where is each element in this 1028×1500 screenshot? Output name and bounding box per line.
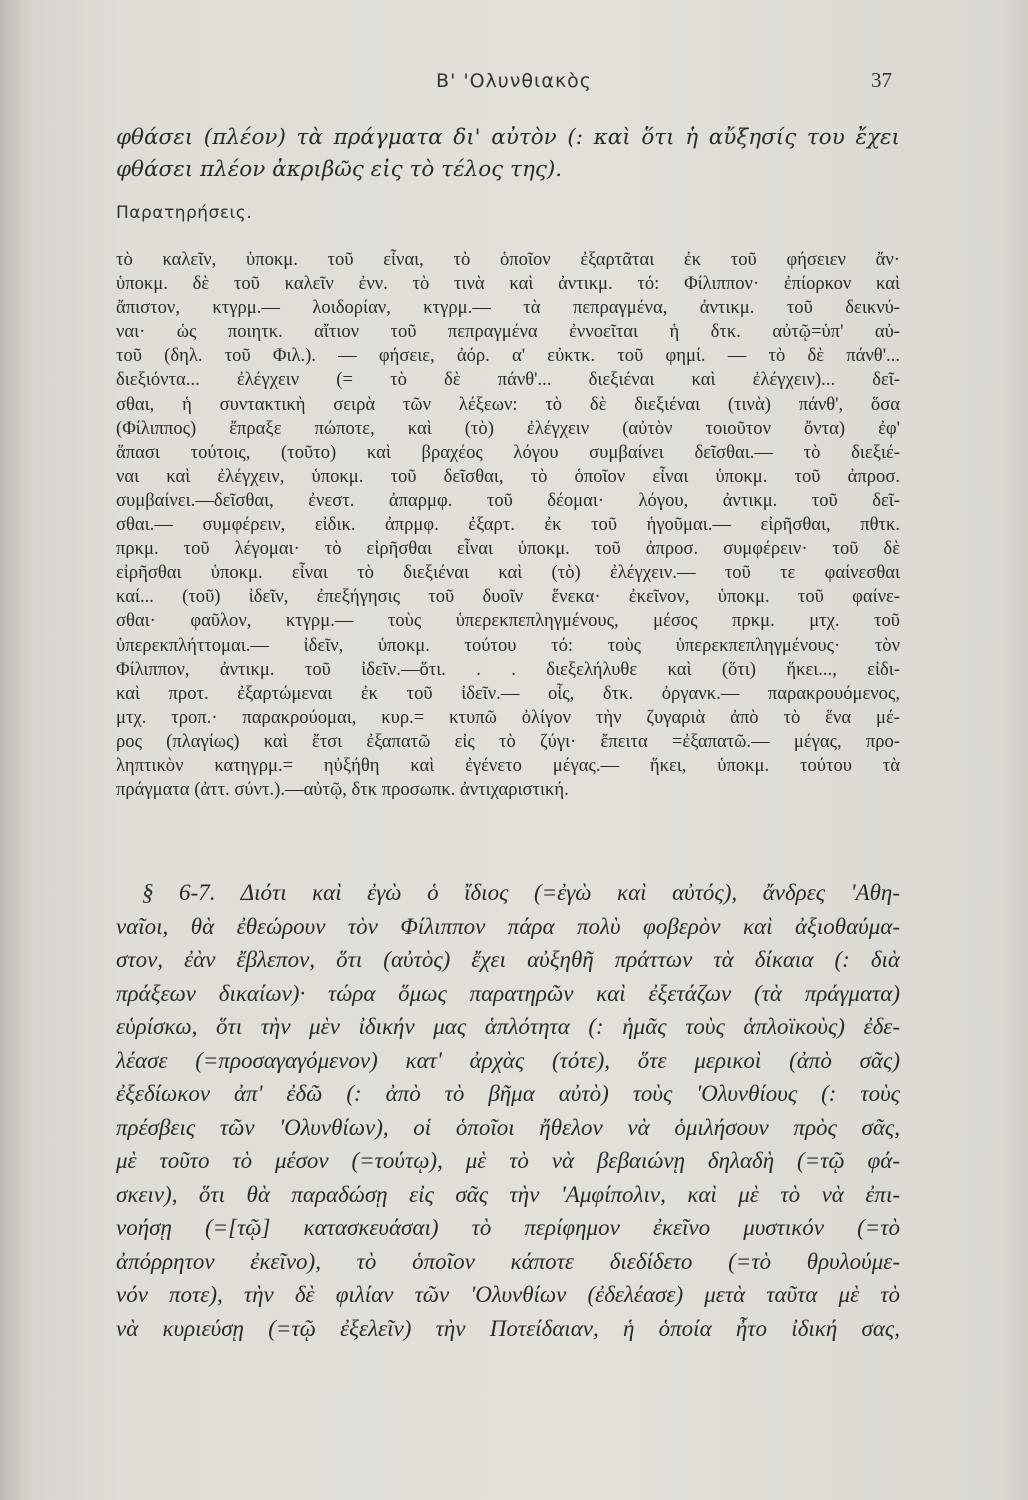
text-line: ρος (πλαγίως) καὶ ἔτσι ἐξαπατῶ εἰς τὸ ζύγι· ἔπειτα =ἐξαπατῶ.— μέγας, προ- (116, 730, 900, 752)
text-line: ὑποκμ. δὲ τοῦ καλεῖν ἐνν. τὸ τινὰ καὶ ἀντικμ. τό: Φίλιππον· ἐπίορκον καὶ (116, 273, 900, 295)
intro-paragraph (116, 122, 900, 186)
text-line: Φίλιππον, ἀντικμ. τοῦ ἰδεῖν.—ὅτι. . . διεξελήλυθε καὶ (ὅτι) ἥκει..., εἰδι- (116, 658, 900, 680)
text-line: πρέσβεις τῶν 'Ολυνθίων), οἱ ὁποῖοι ἤθελον νὰ ὁμιλήσουν πρὸς σᾶς, (116, 1114, 900, 1140)
text-line: ναι καὶ ἐλέγχειν, ὑποκμ. τοῦ δεῖσθαι, τὸ ὁποῖον εἶναι ὑποκμ. τοῦ ἀπροσ. (116, 465, 900, 487)
text-line: εὑρίσκω, ὅτι τὴν μὲν ἰδικήν μας ἁπλότητα (: ἡμᾶς τοὺς ἁπλοϊκοὺς) ἐδε- (116, 1014, 900, 1039)
text-line: νόν ποτε), τὴν δὲ φιλίαν τῶν 'Ολυνθίων (ἐδελέασε) μετὰ ταῦτα μὲ τὸ (116, 1282, 900, 1307)
text-line: § 6-7. Διότι καὶ ἐγὼ ὁ ἴδιος (=ἐγὼ καὶ αὐτός), ἄνδρες 'Αθη- (142, 880, 900, 905)
text-line: καὶ προτ. ἐξαρτώμεναι ἐκ τοῦ ἰδεῖν.— οἷς, δτκ. ὀργανκ.— παρακρουόμενος, (116, 682, 900, 704)
text-line: πράξεων δικαίων)· τώρα ὅμως παρατηρῶν καὶ ἐξετάζων (τὰ πράγματα) (116, 980, 900, 1006)
text-line: ἐξεδίωκον ἀπ' ἐδῶ (: ἀπὸ τὸ βῆμα αὐτὸ) τοὺς 'Ολυνθίους (: τοὺς (116, 1081, 900, 1106)
text-line: ἄπιστον, κτγρμ.— λοιδορίαν, κτγρμ.— τὰ πεπραγμένα, ἀντικμ. τοῦ δεικνύ- (116, 297, 900, 319)
text-line: πράγματα (ἀττ. σύντ.).—αὐτῷ, δτκ προσωπκ. ἀντιχαριστική. (116, 779, 569, 801)
text-line: μὲ τοῦτο τὸ μέσον (=τούτῳ), μὲ τὸ νὰ βεβαιώνῃ δηλαδὴ (=τῷ φά- (116, 1148, 900, 1173)
text-line: τοῦ (δηλ. τοῦ Φιλ.). — φήσειε, ἀόρ. α' εὐκτκ. τοῦ φημί. — τὸ δὲ πάνθ'... (116, 345, 900, 367)
section-6-7-paragraph (116, 876, 900, 1345)
text-line: σθαι, ἡ συντακτικὴ σειρὰ τῶν λέξεων: τὸ δὲ διεξιέναι (τινὰ) πάνθ', ὅσα (116, 393, 900, 415)
text-line: νοήσῃ (=[τῷ] κατασκευάσαι) τὸ περίφημον ἐκεῖνο μυστικόν (=τὸ (116, 1215, 900, 1240)
text-line: ἅπασι τούτοις, (τοῦτο) καὶ βραχέος λόγου συμβαίνει δεῖσθαι.— τὸ διεξιέ- (116, 441, 900, 463)
page-header (0, 68, 1028, 98)
notes-heading: Παρατηρήσεις. (116, 203, 253, 223)
text-line: λέασε (=προσαγαγόμενον) κατ' ἀρχὰς (τότε), ὅτε μερικοὶ (ἀπὸ σᾶς) (116, 1047, 900, 1073)
text-line: φθάσει πλέον ἀκριβῶς εἰς τὸ τέλος της). (116, 157, 563, 182)
text-line: εἰρῆσθαι ὑποκμ. εἶναι τὸ διεξιέναι καὶ (τὸ) ἐλέγχειν.— τοῦ τε φαίνεσθαι (116, 562, 900, 584)
notes-paragraph (116, 248, 900, 802)
text-line: ναι· ὡς ποιητκ. αἴτιον τοῦ πεπραγμένα ἐννοεῖται ἡ δτκ. αὐτῷ=ὑπ' αὐ- (116, 321, 900, 343)
text-line: ὑπερεκπλήττομαι.— ἰδεῖν, ὑποκμ. τούτου τό: τοὺς ὑπερεκπεπληγμένους· τὸν (116, 634, 900, 656)
page-number: 37 (871, 68, 892, 92)
text-line: (Φίλιππος) ἔπραξε πώποτε, καὶ (τὸ) ἐλέγχειν (αὐτὸν τοιοῦτον ὄντα) ἐφ' (116, 417, 900, 439)
text-line: καί... (τοῦ) ἰδεῖν, ἐπεξήγησις τοῦ δυοῖν ἕνεκα· ἐκεῖνον, ὑποκμ. τοῦ φαίνε- (116, 586, 900, 608)
text-line: τὸ καλεῖν, ὑποκμ. τοῦ εἶναι, τὸ ὁποῖον ἐξαρτᾶται ἐκ τοῦ φήσειεν ἄν· (116, 249, 900, 270)
running-head: B' 'Ολυνθιακὸς (436, 70, 592, 92)
text-line: σκειν), ὅτι θὰ παραδώσῃ εἰς σᾶς τὴν 'Αμφίπολιν, καὶ μὲ τὸ νὰ ἐπι- (116, 1181, 900, 1207)
text-line: στον, ἐὰν ἔβλεπον, ὅτι (αὐτὸς) ἔχει αὐξηθῆ πράττων τὰ δίκαια (: διὰ (116, 947, 900, 972)
text-line: φθάσει (πλέον) τὰ πράγματα δι' αὐτὸν (: καὶ ὅτι ἡ αὔξησίς του ἔχει (116, 125, 900, 150)
text-line: ἀπόρρητον ἐκεῖνο), τὸ ὁποῖον κάποτε διεδίδετο (=τὸ θρυλούμε- (116, 1248, 900, 1274)
text-line: ναῖοι, θὰ ἐθεώρουν τὸν Φίλιππον πάρα πολὺ φοβερὸν καὶ ἀξιοθαύμα- (116, 913, 900, 939)
text-line: συμβαίνει.—δεῖσθαι, ἐνεστ. ἀπαρμφ. τοῦ δέομαι· λόγου, ἀντικμ. τοῦ δεῖ- (116, 489, 900, 511)
text-line: διεξιόντα... ἐλέγχειν (= τὸ δὲ πάνθ'... διεξιέναι καὶ ἐλέγχειν)... δεῖ- (116, 369, 900, 391)
text-line: σθαι.— συμφέρειν, εἰδικ. ἀπρμφ. ἐξαρτ. ἐκ τοῦ ἡγοῦμαι.— εἰρῆσθαι, πθτκ. (116, 514, 900, 536)
text-line: νὰ κυριεύσῃ (=τῷ ἐξελεῖν) τὴν Ποτείδαιαν, ἡ ὁποία ἦτο ἰδική σας, (116, 1315, 900, 1341)
text-line: σθαι· φαῦλον, κτγρμ.— τοὺς ὑπερεκπεπληγμένους, μέσος πρκμ. μτχ. τοῦ (116, 610, 900, 632)
text-line: πρκμ. τοῦ λέγομαι· τὸ εἰρῆσθαι εἶναι ὑποκμ. τοῦ ἀπροσ. συμφέρειν· τοῦ δὲ (116, 538, 900, 560)
text-line: ληπτικὸν κατηγρμ.= ηὐξήθη καὶ ἐγένετο μέγας.— ἥκει, ὑποκμ. τούτου τὰ (116, 754, 900, 776)
text-line: μτχ. τροπ.· παρακρούομαι, κυρ.= κτυπῶ ὀλίγον τὴν ζυγαριὰ ἀπὸ τὸ ἕνα μέ- (116, 706, 900, 728)
